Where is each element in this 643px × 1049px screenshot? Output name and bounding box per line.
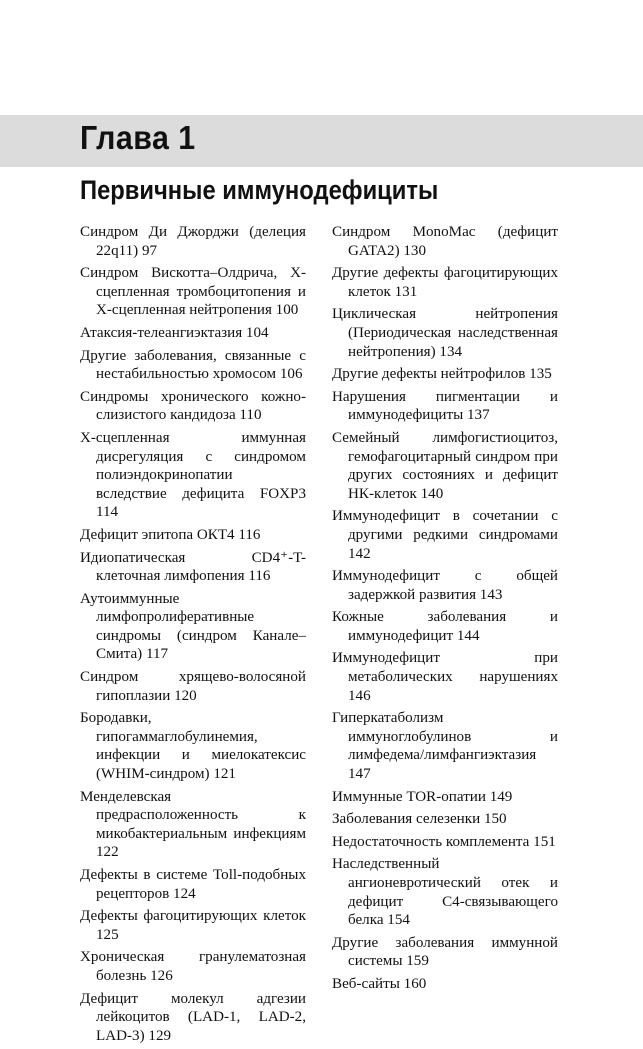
toc-entry[interactable]: Синдромы хронического кожно-слизистого кандидоза 110 [80, 388, 306, 424]
toc-entry[interactable]: Дефекты фагоцитирующих клеток 125 [80, 908, 306, 943]
toc-entry[interactable]: Семейный лимфогистиоцитоз, гемофагоцитарный синдром при других состояниях и дефицит НК-клеток 140 [332, 429, 558, 502]
toc-entry[interactable]: Синдром MonoMac (дефицит GATA2) 130 [332, 224, 558, 259]
toc-entry[interactable]: Идиопатическая CD4⁺-T-клеточная лимфопения 116 [80, 549, 306, 585]
toc-entry[interactable]: Атаксия-телеангиэктазия 104 [80, 324, 269, 341]
toc-entry[interactable]: Другие заболевания, связанные с нестабильностью хромосом 106 [80, 347, 306, 383]
toc-entry[interactable]: Другие дефекты нейтрофилов 135 [332, 366, 552, 383]
toc-entry[interactable]: Циклическая нейтропения (Периодическая наследственная нейтропения) 134 [332, 306, 558, 360]
toc-entry[interactable]: Дефицит молекул адгезии лейкоцитов (LAD-1, LAD-2, LAD-3) 129 [80, 990, 306, 1044]
toc-entry[interactable]: Аутоиммунные лимфопролиферативные синдромы (синдром Канале–Смита) 117 [80, 590, 306, 663]
toc-entry[interactable]: Синдром Вискотта–Олдрича, Х-сцепленная тромбоцитопения и Х-сцепленная нейтропения 100 [80, 265, 306, 319]
toc-entry[interactable]: Дефекты в системе Toll-подобных рецепторов 124 [80, 867, 306, 902]
toc-entry[interactable]: Гиперкатаболизм иммуноглобулинов и лимфедема/лимфангиэктазия 147 [332, 710, 558, 783]
toc-entry[interactable]: Заболевания селезенки 150 [332, 811, 507, 828]
toc-entry[interactable]: Другие заболевания иммунной системы 159 [332, 934, 558, 970]
toc-entry[interactable]: Другие дефекты фагоцитирующих клеток 131 [332, 265, 558, 300]
section-title: Первичные иммунодефициты [80, 175, 439, 205]
toc-entry[interactable]: Менделевская предрасположенность к микобактериальным инфекциям 122 [80, 788, 306, 861]
toc-right-column [332, 223, 558, 998]
chapter-title: Глава 1 [80, 119, 196, 156]
toc-entry[interactable]: Веб-сайты 160 [332, 975, 427, 992]
toc-left-column [80, 223, 306, 1049]
toc-entry[interactable]: Иммунодефицит с общей задержкой развития 143 [332, 568, 558, 603]
toc-entry[interactable]: Кожные заболевания и иммунодефицит 144 [332, 609, 558, 644]
toc-entry[interactable]: Иммунные TOR-опатии 149 [332, 788, 513, 805]
toc-entry[interactable]: Наследственный ангионевротический отек и дефицит С4-связывающего белка 154 [332, 856, 558, 929]
toc-entry[interactable]: Синдром Ди Джорджи (делеция 22q11) 97 [80, 224, 306, 259]
toc-entry[interactable]: Бородавки, гипогаммаглобулинемия, инфекции и миелокатексис (WHIM-синдром) 121 [80, 710, 306, 783]
toc-entry[interactable]: Нарушения пигментации и иммунодефициты 137 [332, 388, 558, 424]
toc-entry[interactable]: Синдром хрящево-волосяной гипоплазии 120 [80, 669, 306, 704]
toc-entry[interactable]: Иммунодефицит в сочетании с другими редкими синдромами 142 [332, 508, 558, 562]
toc-entry[interactable]: Дефицит эпитопа ОКТ4 116 [80, 526, 261, 543]
toc-entry[interactable]: Хроническая гранулематозная болезнь 126 [80, 949, 306, 984]
toc-entry[interactable]: Иммунодефицит при метаболических нарушениях 146 [332, 650, 558, 704]
toc-entry[interactable]: Х-сцепленная иммунная дисрегуляция с синдромом полиэндокринопатии вследствие дефицита FOXP3 114 [80, 429, 306, 521]
toc-entry[interactable]: Недостаточность комплемента 151 [332, 833, 556, 850]
